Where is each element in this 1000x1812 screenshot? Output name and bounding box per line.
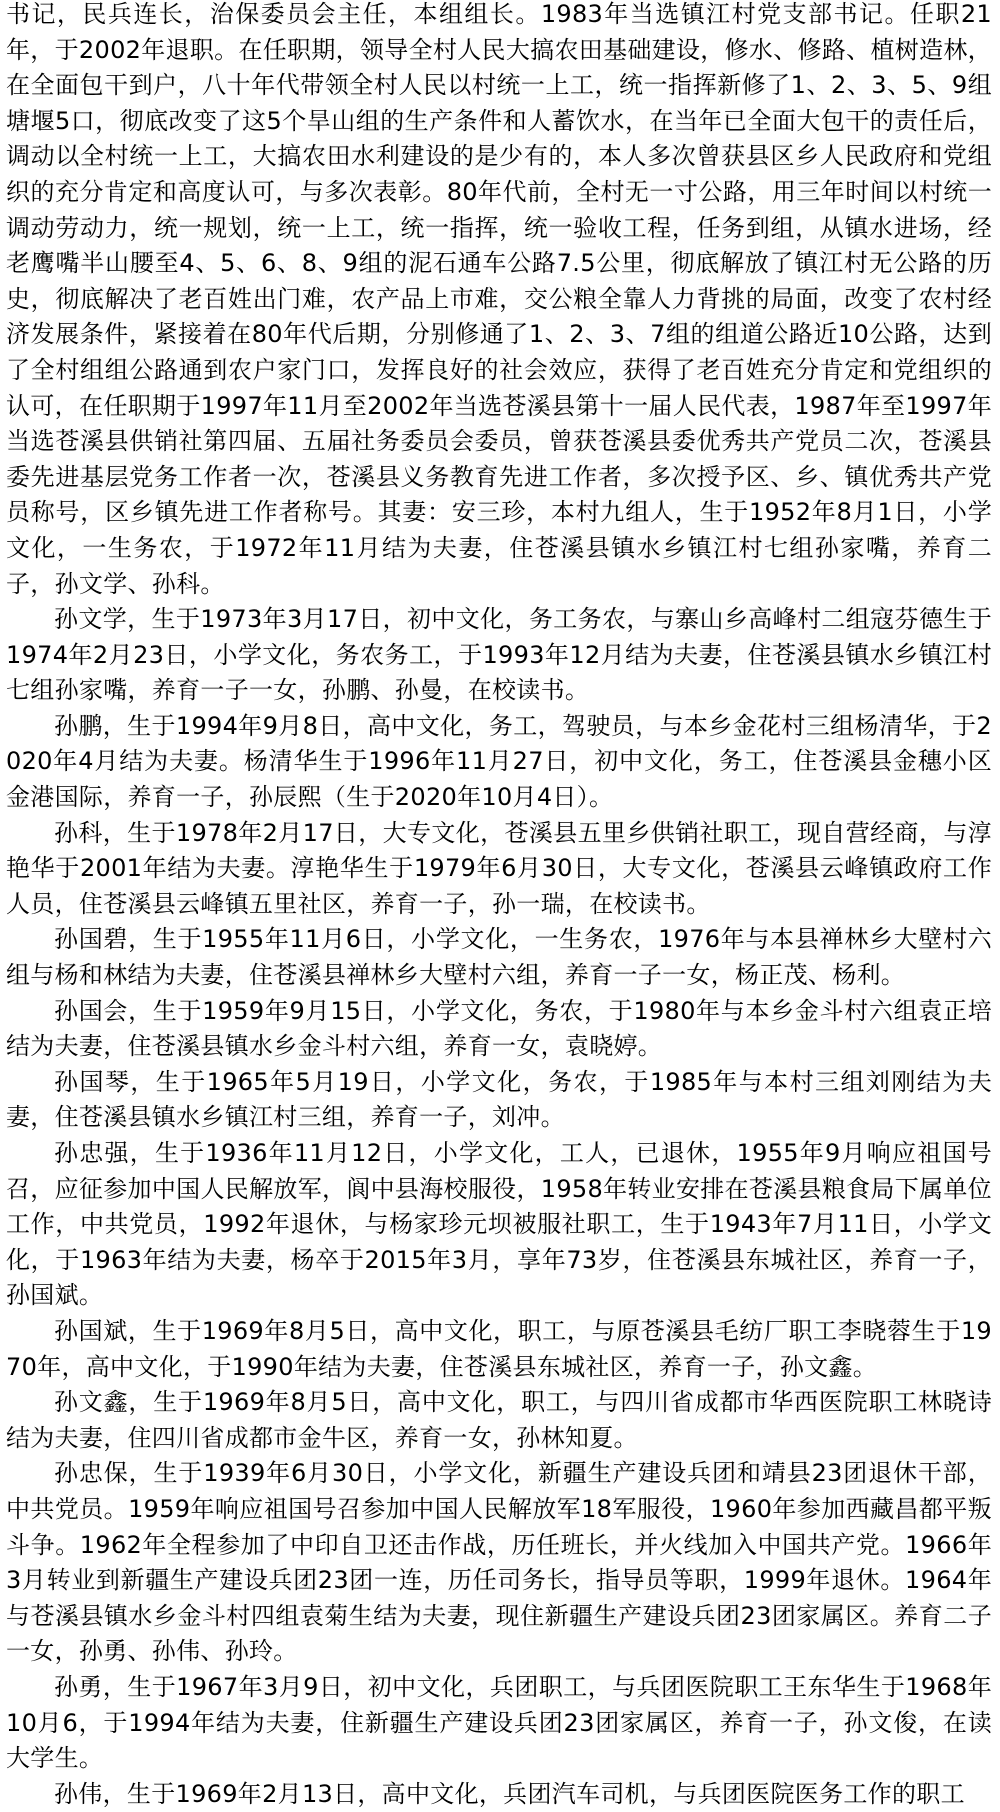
paragraph-sun-ke: 孙科，生于1978年2月17日，大专文化，苍溪县五里乡供销社职工，现自营经商，与淳艳华于2001年结为夫妻。淳艳华生于1979年6月30日，大专文化，苍溪县云峰镇政府工作人员，住苍溪县云峰镇五里社区，养育一子，孙一瑞，在校读书。 xyxy=(6,818,992,918)
paragraph-sun-zhongbao: 孙忠保，生于1939年6月30日，小学文化，新疆生产建设兵团和靖县23团退休干部，中共党员。1959年响应祖国号召参加中国人民解放军18军服役，1960年参加西藏昌都平叛斗争。1962年全程参加了中印自卫还击作战，历任班长，并火线加入中国共产党。1966年3月转业到新疆生产建设兵团23团一连，历任司务长，指导员等职，1999年退休。1964年与苍溪县镇水乡金斗村四组袁菊生结为夫妻，现住新疆生产建设兵团23团家属区。养育二子一女，孙勇、孙伟、孙玲。 xyxy=(6,1459,992,1666)
paragraph-sun-wenxin: 孙文鑫，生于1969年8月5日，高中文化，职工，与四川省成都市华西医院职工林晓诗结为夫妻，住四川省成都市金牛区，养育一女，孙林知夏。 xyxy=(6,1388,992,1452)
paragraph-sun-peng: 孙鹏，生于1994年9月8日，高中文化，务工，驾驶员，与本乡金花村三组杨清华，于2020年4月结为夫妻。杨清华生于1996年11月27日，初中文化，务工，住苍溪县金穗小区金港国际，养育一子，孙辰熙（生于2020年10月4日）。 xyxy=(6,711,992,812)
paragraph-sun-wei: 孙伟，生于1969年2月13日，高中文化，兵团汽车司机，与兵团医院医务工作的职工 xyxy=(54,1779,965,1808)
paragraph-sun-wenxue: 孙文学，生于1973年3月17日，初中文化，务工务农，与寨山乡高峰村二组寇芬德生于1974年2月23日，小学文化，务农务工，于1993年12月结为夫妻，住苍溪县镇水乡镇江村七组孙家嘴，养育一子一女，孙鹏、孙曼，在校读书。 xyxy=(6,605,992,705)
paragraph-sun-guobi: 孙国碧，生于1955年11月6日，小学文化，一生务农，1976年与本县禅林乡大壁村六组与杨和林结为夫妻，住苍溪县禅林乡大壁村六组，养育一子一女，杨正茂、杨利。 xyxy=(6,925,992,990)
paragraph-sun-guoqin: 孙国琴，生于1965年5月19日，小学文化，务农，于1985年与本村三组刘刚结为夫妻，住苍溪县镇水乡镇江村三组，养育一子，刘冲。 xyxy=(6,1067,992,1132)
paragraph-biography-continued: 书记，民兵连长，治保委员会主任，本组组长。1983年当选镇江村党支部书记。任职21年，于2002年退职。在任职期，领导全村人民大搞农田基础建设，修水、修路、植树造林，在全面包干到户，八十年代带领全村人民以村统一上工，统一指挥新修了1、2、3、5、9组塘堰5口，彻底改变了这5个旱山组的生产条件和人蓄饮水，在当年已全面大包干的责任后，调动以全村统一上工，大搞农田水利建设的是少有的，本人多次曾获县区乡人民政府和党组织的充分肯定和高度认可，与多次表彰。80年代前，全村无一寸公路，用三年时间以村统一调动劳动力，统一规划，统一上工，统一指挥，统一验收工程，任务到组，从镇水进场，经老鹰嘴半山腰至4、5、6、8、9组的泥石通车公路7.5公里，彻底解放了镇江村无公路的历史，彻底解决了老百姓出门难，农产品上市难，交公粮全靠人力背挑的局面，改变了农村经济发展条件，紧接着在80年代后期，分别修通了1、2、3、7组的组道公路近10公路，达到了全村组组公路通到农户家门口，发挥良好的社会效应，获得了老百姓充分肯定和党组织的认可，在任职期于1997年11月至2002年当选苍溪县第十一届人民代表，1987年至1997年当选苍溪县供销社第四届、五届社务委员会委员，曾获苍溪县委优秀共产党员二次，苍溪县委先进基层党务工作者一次，苍溪县义务教育先进工作者，多次授予区、乡、镇优秀共产党员称号，区乡镇先进工作者称号。其妻：安三珍，本村九组人，生于1952年8月1日，小学文化，一生务农，于1972年11月结为夫妻，住苍溪县镇水乡镇江村七组孙家嘴，养育二子，孙文学、孙科。 xyxy=(6,0,992,598)
paragraph-sun-guohui: 孙国会，生于1959年9月15日，小学文化，务农，于1980年与本乡金斗村六组袁正培结为夫妻，住苍溪县镇水乡金斗村六组，养育一女，袁晓婷。 xyxy=(6,996,992,1061)
paragraph-sun-yong: 孙勇，生于1967年3月9日，初中文化，兵团职工，与兵团医院职工王东华生于1968年10月6，于1994年结为夫妻，住新疆生产建设兵团23团家属区，养育一子，孙文俊，在读大学生。 xyxy=(6,1672,992,1773)
paragraph-sun-zhongqiang: 孙忠强，生于1936年11月12日，小学文化，工人，已退休，1955年9月响应祖国号召，应征参加中国人民解放军，阆中县海校服役，1958年转业安排在苍溪县粮食局下属单位工作，中共党员，1992年退休，与杨家珍元坝被服社职工，生于1943年7月11日，小学文化，于1963年结为夫妻，杨卒于2015年3月，享年73岁，住苍溪县东城社区，养育一子，孙国斌。 xyxy=(6,1139,992,1310)
paragraph-sun-guobin: 孙国斌，生于1969年8月5日，高中文化，职工，与原苍溪县毛纺厂职工李晓蓉生于1970年，高中文化，于1990年结为夫妻，住苍溪县东城社区，养育一子，孙文鑫。 xyxy=(6,1316,992,1381)
